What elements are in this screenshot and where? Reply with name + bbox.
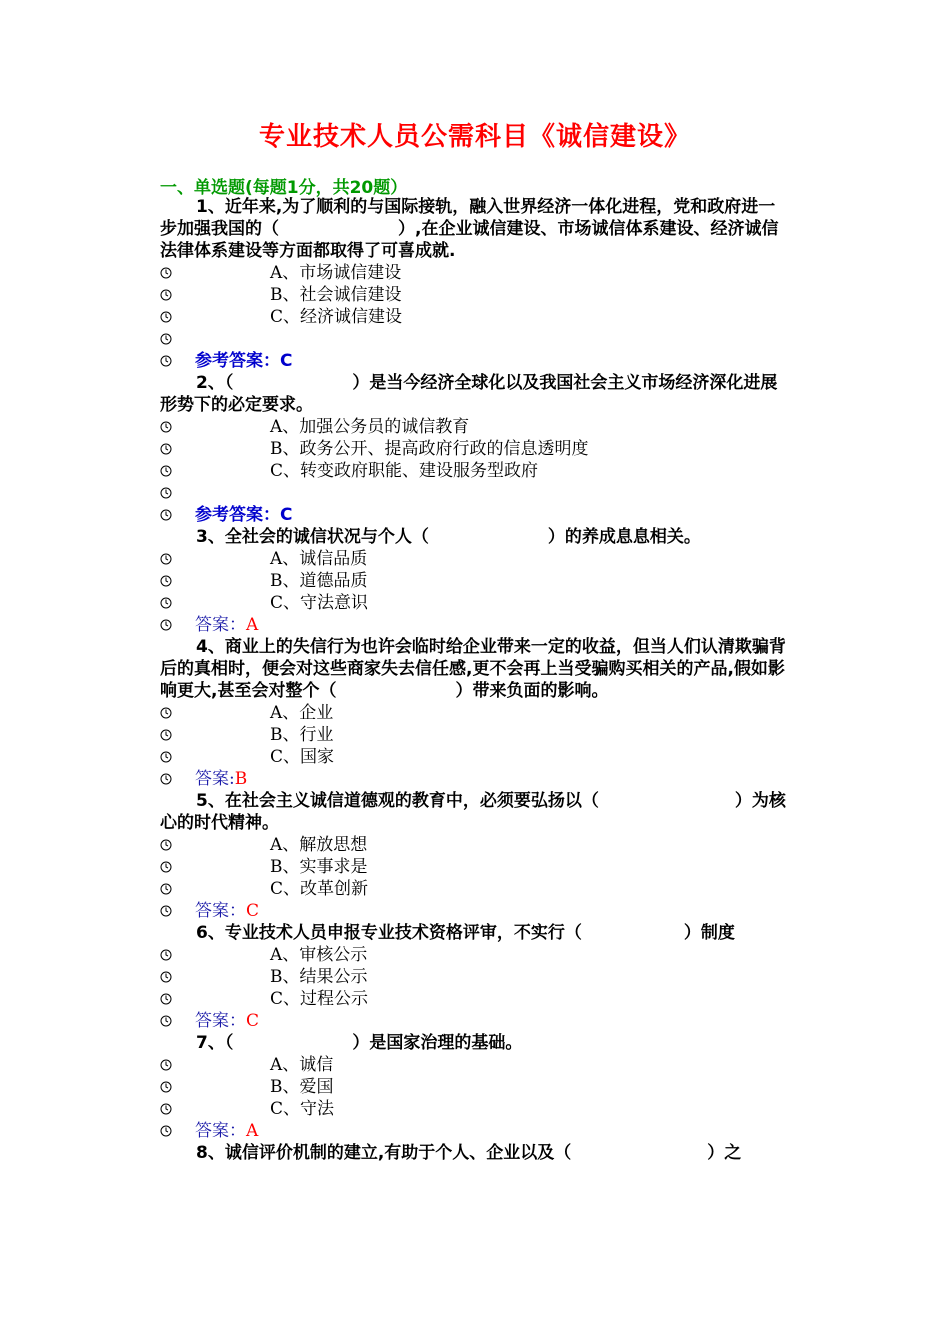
option-row[interactable] [160,306,792,328]
clock-icon [160,575,172,587]
clock-icon [160,729,172,741]
option-text: C、转变政府职能、建设服务型政府 [270,461,539,481]
clock-icon [160,421,172,433]
answer [195,504,292,526]
clock-icon [160,861,172,873]
answer-row [160,1120,792,1142]
clock-icon [160,1103,172,1115]
clock-icon [160,971,172,983]
option-text: B、爱国 [270,1077,334,1097]
option-row[interactable] [160,460,792,482]
option-text: C、过程公示 [270,989,369,1009]
option-row[interactable] [160,570,792,592]
option-text: C、守法意识 [270,593,369,613]
option-row[interactable] [160,284,792,306]
clock-icon [160,355,172,367]
question-text: 6、专业技术人员申报专业技术资格评审，不实行（ ）制度 [196,923,735,943]
question-list [160,196,792,1164]
answer-row [160,614,792,636]
answer-row [160,504,792,526]
question-text: 5、在社会主义诚信道德观的教育中，必须要弘扬以（ ）为核心的时代精神。 [160,791,786,833]
clock-icon [160,487,172,499]
answer-label: 答案： [195,1121,246,1141]
option-row[interactable] [160,966,792,988]
clock-icon [160,773,172,785]
option-row[interactable] [160,1076,792,1098]
clock-icon [160,839,172,851]
empty-option-row [160,328,792,350]
option-text: B、实事求是 [270,857,368,877]
option-text: C、国家 [270,747,335,767]
option-text: A、加强公务员的诚信教育 [270,417,470,437]
section-heading: 一、单选题(每题1分，共20题） [160,178,408,198]
clock-icon [160,1125,172,1137]
option-text: B、政务公开、提高政府行政的信息透明度 [270,439,589,459]
clock-icon [160,707,172,719]
clock-icon [160,597,172,609]
answer-label: 参考答案： [195,505,280,525]
option-text: A、市场诚信建设 [270,263,402,283]
answer-value: C [280,505,293,525]
question-text: 4、商业上的失信行为也许会临时给企业带来一定的收益，但当人们认清欺骗背后的真相时，便会对这些商家失去信任感,更不会再上当受骗购买相关的产品,假如影响更大,甚至会对整个（ ）带来负面的影响。 [160,637,786,701]
option-row[interactable] [160,878,792,900]
option-row[interactable] [160,262,792,284]
question-text: 1、近年来,为了顺利的与国际接轨，融入世界经济一体化进程，党和政府进一步加强我国的（ ）,在企业诚信建设、市场诚信体系建设、经济诚信法律体系建设等方面都取得了可喜成就. [160,197,779,261]
option-row[interactable] [160,416,792,438]
option-text: B、道德品质 [270,571,368,591]
clock-icon [160,751,172,763]
answer-label: 答案： [195,1011,246,1031]
document-title: 专业技术人员公需科目《诚信建设》 [258,122,691,152]
option-row[interactable] [160,592,792,614]
answer-label: 答案： [195,901,246,921]
option-row[interactable] [160,746,792,768]
answer-value: C [246,1011,260,1031]
option-row[interactable] [160,834,792,856]
answer-row [160,350,792,372]
answer-label: 答案: [195,769,235,789]
answer-row [160,768,792,790]
question-text: 7、（ ）是国家治理的基础。 [196,1033,523,1053]
option-text: A、企业 [270,703,334,723]
option-row[interactable] [160,944,792,966]
answer-value: A [246,615,259,635]
empty-option-row [160,482,792,504]
answer-value: A [246,1121,259,1141]
option-text: A、诚信品质 [270,549,368,569]
answer-row [160,900,792,922]
clock-icon [160,883,172,895]
option-row[interactable] [160,548,792,570]
answer [195,614,258,636]
answer-value: C [246,901,260,921]
option-row[interactable] [160,988,792,1010]
option-row[interactable] [160,856,792,878]
answer [195,1120,258,1142]
question-text: 3、全社会的诚信状况与个人（ ）的养成息息相关。 [196,527,701,547]
clock-icon [160,333,172,345]
question-text: 2、（ ）是当今经济全球化以及我国社会主义市场经济深化进展形势下的必定要求。 [160,373,778,415]
clock-icon [160,311,172,323]
answer-label: 答案： [195,615,246,635]
option-row[interactable] [160,438,792,460]
clock-icon [160,905,172,917]
clock-icon [160,443,172,455]
answer-value: B [234,769,248,789]
answer-label: 参考答案： [195,351,280,371]
clock-icon [160,1015,172,1027]
option-text: C、改革创新 [270,879,369,899]
option-row[interactable] [160,702,792,724]
option-row[interactable] [160,1054,792,1076]
answer-value: C [280,351,293,371]
clock-icon [160,465,172,477]
question-text: 8、诚信评价机制的建立,有助于个人、企业以及（ ）之 [196,1143,742,1163]
option-text: C、守法 [270,1099,335,1119]
option-text: B、结果公示 [270,967,368,987]
option-text: B、社会诚信建设 [270,285,402,305]
answer [195,768,247,790]
option-row[interactable] [160,724,792,746]
option-row[interactable] [160,1098,792,1120]
option-text: C、经济诚信建设 [270,307,403,327]
answer [195,900,259,922]
clock-icon [160,553,172,565]
answer [195,350,292,372]
clock-icon [160,1081,172,1093]
clock-icon [160,289,172,301]
option-text: B、行业 [270,725,334,745]
option-text: A、解放思想 [270,835,368,855]
clock-icon [160,993,172,1005]
clock-icon [160,619,172,631]
answer [195,1010,259,1032]
answer-row [160,1010,792,1032]
clock-icon [160,949,172,961]
option-text: A、审核公示 [270,945,368,965]
clock-icon [160,1059,172,1071]
clock-icon [160,509,172,521]
clock-icon [160,267,172,279]
option-text: A、诚信 [270,1055,334,1075]
